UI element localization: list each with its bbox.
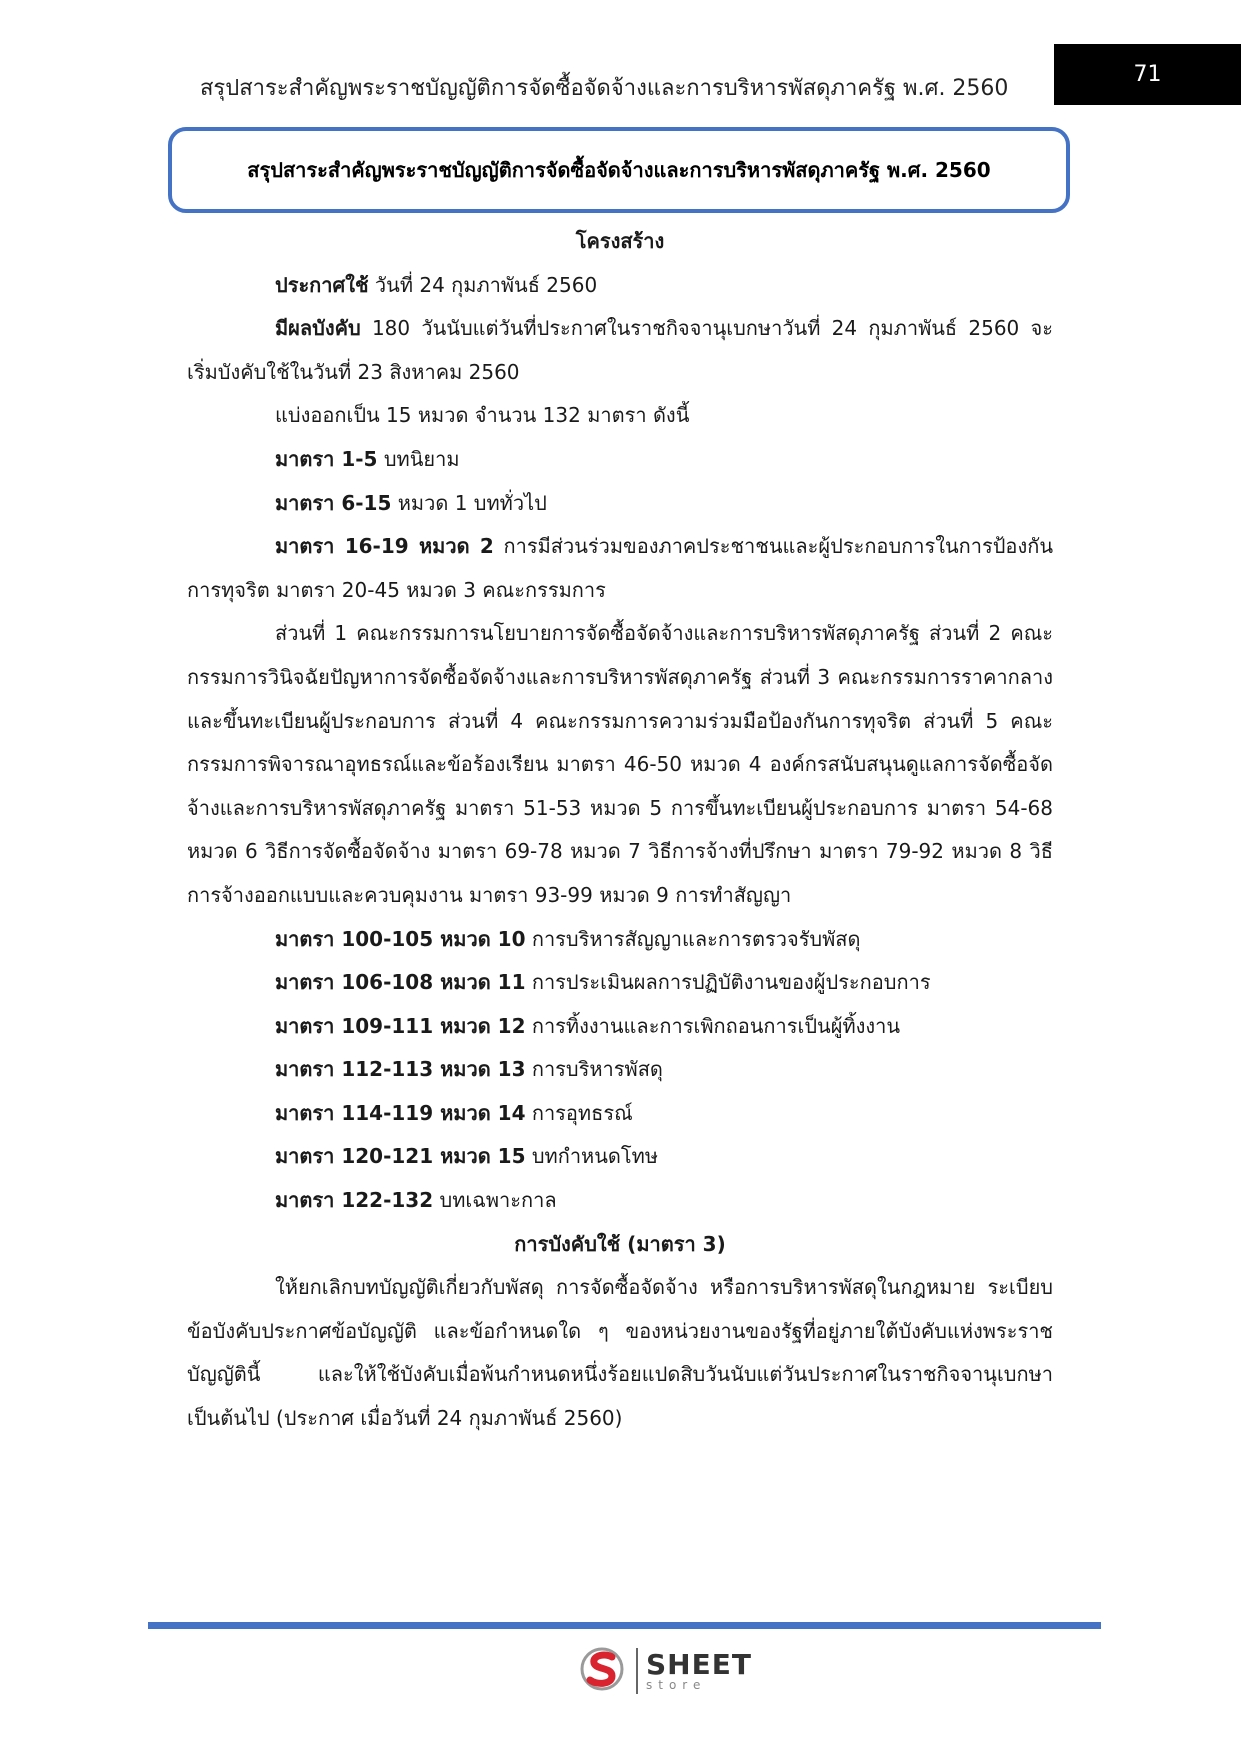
logo-sub-text: store [646, 1678, 707, 1692]
running-header-title: สรุปสาระสำคัญพระราชบัญญัติการจัดซื้อจัดจ้างและการบริหารพัสดุภาครัฐ พ.ศ. 2560 [200, 76, 1009, 101]
paragraph-announce [187, 264, 1053, 308]
list-item [187, 1135, 1053, 1179]
list-item [187, 1092, 1053, 1136]
list-item [187, 1005, 1053, 1049]
section-heading-enforcement: การบังคับใช้ (มาตรา 3) [514, 1231, 726, 1256]
section-text: การบริหารสัญญาและการตรวจรับพัสดุ [525, 926, 861, 951]
section-label: มาตรา 100-105 หมวด 10 [275, 926, 526, 951]
section-text: การบริหารพัสดุ [525, 1057, 663, 1082]
section-text: การทิ้งงานและการเพิกถอนการเป็นผู้ทิ้งงาน [525, 1013, 901, 1038]
section-text: การมีส่วนร่วมของภาคประชาชนและผู้ประกอบการในการป้องกันการทุจริต มาตรา 20-45 หมวด 3 คณะกรรมการ [187, 534, 1053, 602]
section-label: มาตรา 1-5 [275, 446, 378, 471]
list-item [187, 918, 1053, 962]
section-label: มาตรา 16-19 หมวด 2 [275, 534, 494, 559]
section-label: มาตรา 120-121 หมวด 15 [275, 1144, 526, 1169]
list-item [187, 961, 1053, 1005]
section-text: บทเฉพาะกาล [433, 1188, 557, 1213]
paragraph-enforcement: ให้ยกเลิกบทบัญญัติเกี่ยวกับพัสดุ การจัดซื้อจัดจ้าง หรือการบริหารพัสดุในกฎหมาย ระเบียบ ข้อบังคับประกาศข้อบัญญัติ และข้อกำหนดใด ๆ ของหน่วยงานของรัฐที่อยู่ภายใต้บังคับแห่งพระราชบัญญัตินี้ และให้ใช้บังคับเมื่อพ้นกำหนดหนึ่งร้อยแปดสิบวันนับแต่วันประกาศในราชกิจจานุเบกษาเป็นต้นไป (ประกาศ เมื่อวันที่ 24 กุมภาพันธ์ 2560) [187, 1275, 1053, 1431]
logo-separator [636, 1648, 638, 1694]
section-text: บทกำหนดโทษ [525, 1144, 659, 1169]
section-label: มาตรา 6-15 [275, 490, 392, 515]
document-body [187, 220, 1053, 1441]
paragraph-effective [187, 307, 1053, 394]
document-title-box [168, 127, 1070, 213]
section-label: มาตรา 112-113 หมวด 13 [275, 1057, 526, 1082]
section-label: มาตรา 109-111 หมวด 12 [275, 1013, 526, 1038]
section-label: มาตรา 106-108 หมวด 11 [275, 970, 526, 995]
paragraph-divided: แบ่งออกเป็น 15 หมวด จำนวน 132 มาตรา ดังนี้ [275, 403, 690, 428]
section-text: หมวด 1 บททั่วไป [391, 490, 547, 515]
list-item [187, 525, 1053, 612]
logo-main-text: SHEET [646, 1648, 752, 1681]
page-number: 71 [1054, 44, 1241, 105]
logo-wordmark [646, 1648, 752, 1692]
section-heading-structure: โครงสร้าง [575, 229, 665, 253]
sheet-store-logo-icon [578, 1645, 630, 1697]
section-text: บทนิยาม [377, 446, 460, 471]
effective-text: 180 วันนับแต่วันที่ประกาศในราชกิจจานุเบกษาวันที่ 24 กุมภาพันธ์ 2560 จะเริ่มบังคับใช้ในวันที่ 23 สิงหาคม 2560 [187, 316, 1053, 384]
list-item [187, 1179, 1053, 1223]
footer-divider [148, 1622, 1101, 1629]
document-title: สรุปสาระสำคัญพระราชบัญญัติการจัดซื้อจัดจ้างและการบริหารพัสดุภาครัฐ พ.ศ. 2560 [247, 158, 991, 182]
list-item [187, 482, 1053, 526]
section-text: การประเมินผลการปฏิบัติงานของผู้ประกอบการ [525, 970, 931, 995]
list-item [187, 1048, 1053, 1092]
list-item [187, 438, 1053, 482]
section-label: มาตรา 114-119 หมวด 14 [275, 1100, 526, 1125]
sheet-store-logo [578, 1645, 752, 1697]
paragraph-parts: ส่วนที่ 1 คณะกรรมการนโยบายการจัดซื้อจัดจ้างและการบริหารพัสดุภาครัฐ ส่วนที่ 2 คณะกรรมการวินิจฉัยปัญหาการจัดซื้อจัดจ้างและการบริหารพัสดุภาครัฐ ส่วนที่ 3 คณะกรรมการราคากลางและขึ้นทะเบียนผู้ประกอบการ ส่วนที่ 4 คณะกรรมการความร่วมมือป้องกันการทุจริต ส่วนที่ 5 คณะกรรมการพิจารณาอุทธรณ์และข้อร้องเรียน มาตรา 46-50 หมวด 4 องค์กรสนับสนุนดูแลการจัดซื้อจัดจ้างและการบริหารพัสดุภาครัฐ มาตรา 51-53 หมวด 5 การขึ้นทะเบียนผู้ประกอบการ มาตรา 54-68 หมวด 6 วิธีการจัดซื้อจัดจ้าง มาตรา 69-78 หมวด 7 วิธีการจ้างที่ปรึกษา มาตรา 79-92 หมวด 8 วิธีการจ้างออกแบบและควบคุมงาน มาตรา 93-99 หมวด 9 การทำสัญญา [187, 621, 1053, 907]
section-label: มาตรา 122-132 [275, 1188, 434, 1213]
announce-text: วันที่ 24 กุมภาพันธ์ 2560 [368, 272, 598, 297]
effective-label: มีผลบังคับ [275, 316, 361, 341]
announce-label: ประกาศใช้ [275, 272, 369, 297]
section-text: การอุทธรณ์ [525, 1100, 633, 1125]
